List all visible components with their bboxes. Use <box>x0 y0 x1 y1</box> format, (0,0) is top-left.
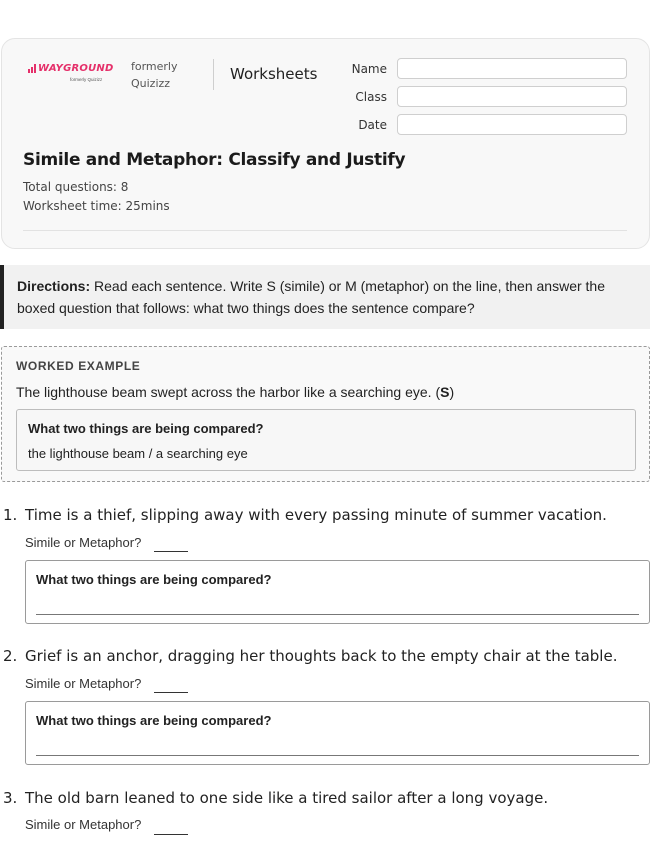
worked-example-sentence: The lighthouse beam swept across the harbor like a searching eye. (S) <box>16 384 455 400</box>
formerly-quizizz-label: formerly Quizizz <box>131 60 178 90</box>
question-number: 2. <box>3 647 18 665</box>
total-questions: Total questions: 8 <box>23 180 129 194</box>
directions-panel <box>0 265 650 329</box>
question-2-answer-blank[interactable] <box>154 692 188 693</box>
question-number: 1. <box>3 506 18 524</box>
worked-example <box>1 346 650 482</box>
question-3-prompt: Simile or Metaphor? <box>25 817 142 832</box>
question-1-answer-line[interactable] <box>36 614 639 615</box>
question-2-box-question: What two things are being compared? <box>36 713 272 728</box>
question-2-answer-line[interactable] <box>36 755 639 756</box>
worked-example-box-question: What two things are being compared? <box>28 421 264 436</box>
name-label: Name <box>351 62 387 76</box>
directions-label: Directions: <box>17 278 91 294</box>
header-divider <box>213 59 214 90</box>
worked-example-box-answer: the lighthouse beam / a searching eye <box>28 446 248 461</box>
question-3-answer-blank[interactable] <box>154 834 188 835</box>
worksheet-time: Worksheet time: 25mins <box>23 199 170 213</box>
logo-subtext: formerly Quizizz <box>70 77 103 82</box>
logo-text: WAYGROUND <box>38 63 114 74</box>
class-field[interactable] <box>397 86 627 107</box>
header-rule <box>23 230 627 231</box>
question-2-prompt: Simile or Metaphor? <box>25 676 142 691</box>
worked-example-title: WORKED EXAMPLE <box>16 359 141 373</box>
question-1-prompt: Simile or Metaphor? <box>25 535 142 550</box>
class-label: Class <box>355 90 387 104</box>
directions-text: Read each sentence. Write S (simile) or M (metaphor) on the line, then answer the boxed question that follows: what two things does the sentence compare? <box>17 278 605 316</box>
question-2-compare-box <box>25 701 650 765</box>
worked-example-answer: S <box>440 384 450 400</box>
date-field[interactable] <box>397 114 627 135</box>
worksheet-title: Simile and Metaphor: Classify and Justify <box>23 150 406 170</box>
question-1-box-question: What two things are being compared? <box>36 572 272 587</box>
logo-bars-icon <box>28 64 36 73</box>
question-3-text: 3. The old barn leaned to one side like a tired sailor after a long voyage. <box>3 789 549 807</box>
name-field[interactable] <box>397 58 627 79</box>
question-1-compare-box <box>25 560 650 624</box>
question-1-text: 1. Time is a thief, slipping away with every passing minute of summer vacation. <box>3 506 607 524</box>
question-2-text: 2. Grief is an anchor, dragging her thoughts back to the empty chair at the table. <box>3 647 618 665</box>
question-1-answer-blank[interactable] <box>154 551 188 552</box>
worked-example-box <box>16 409 636 471</box>
question-number: 3. <box>3 789 18 807</box>
date-label: Date <box>358 118 387 132</box>
section-title: Worksheets <box>230 65 318 83</box>
wayground-logo <box>28 63 118 82</box>
